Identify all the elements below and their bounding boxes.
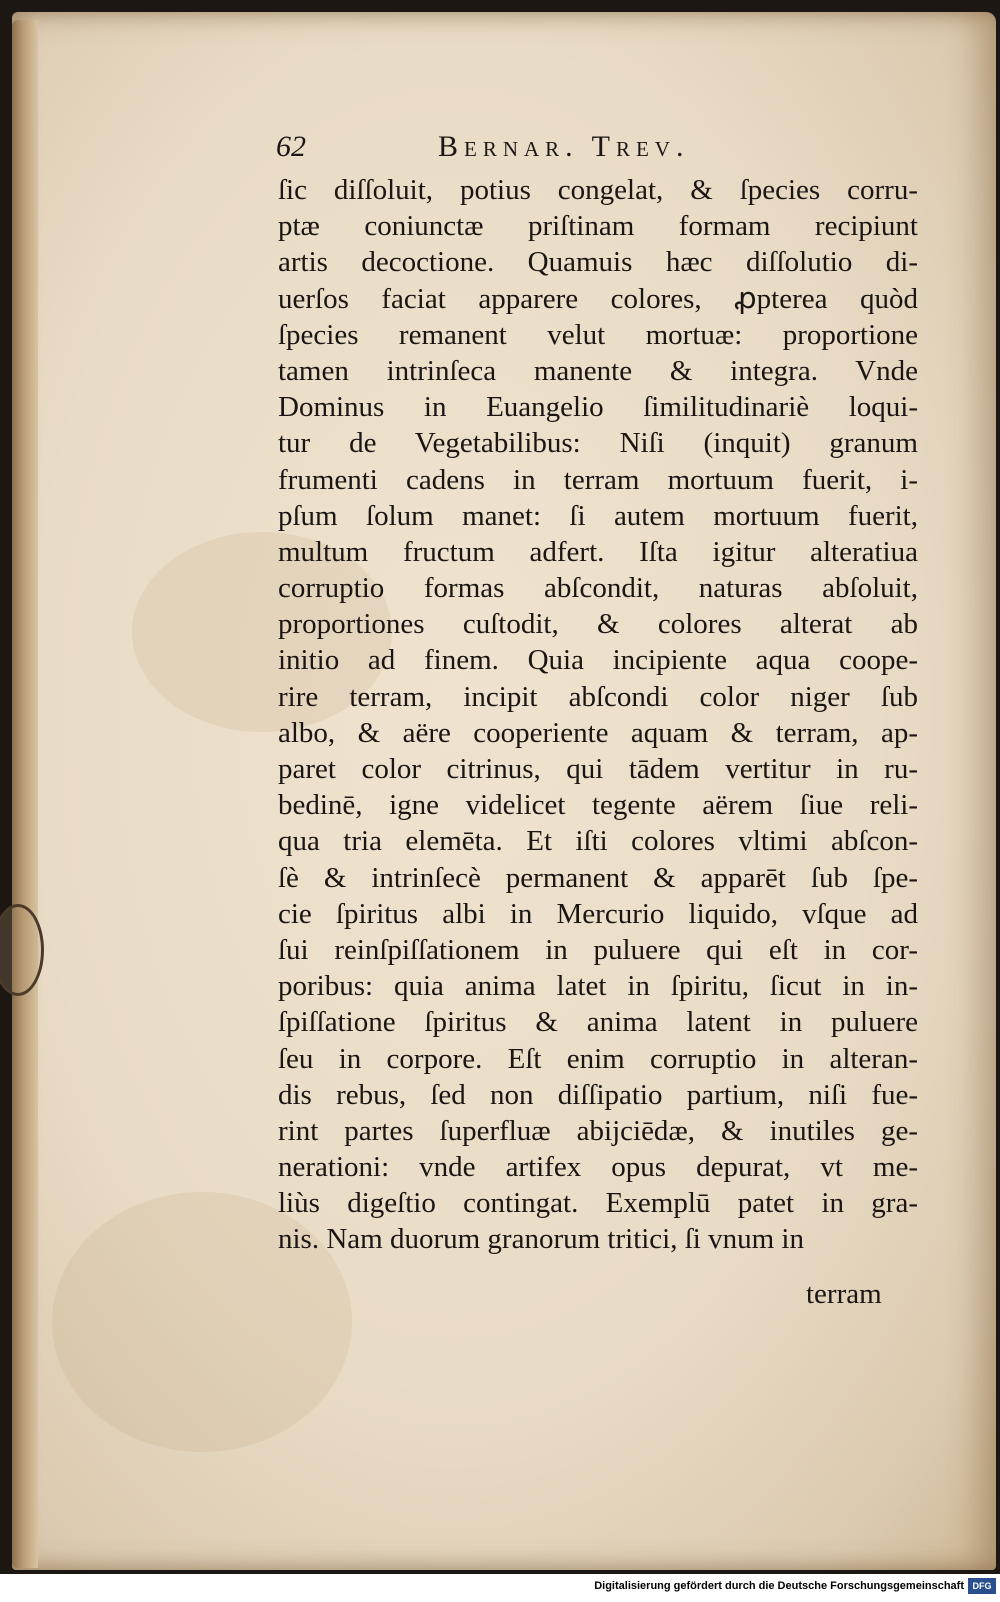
text-line: rint partes ſuperfluæ abijciēdæ, & inutiles ge-: [278, 1114, 918, 1147]
catchword: terram: [806, 1278, 882, 1310]
text-line: uerſos faciat apparere colores, ꝓpterea quòd: [278, 282, 918, 315]
text-line: tamen intrinſeca manente & integra. Vnde: [278, 354, 918, 387]
text-line: pſum ſolum manet: ſi autem mortuum fuerit,: [278, 499, 918, 532]
text-line: dis rebus, ſed non diſſipatio partium, niſi fue-: [278, 1078, 918, 1111]
page-header: [270, 130, 930, 170]
running-title: Bernar. Trev.: [438, 130, 690, 163]
footer-bar: [0, 1574, 1000, 1602]
text-line: proportiones cuſtodit, & colores alterat ab: [278, 608, 918, 641]
text-line: ſic diſſoluit, potius congelat, & ſpecies corru-: [278, 174, 918, 206]
text-line: ſè & intrinſecè permanent & apparēt ſub ſpe-: [278, 861, 918, 894]
text-line: frumenti cadens in terram mortuum fuerit, i-: [278, 463, 918, 496]
text-line: artis decoctione. Quamuis hæc diſſolutio di-: [278, 246, 918, 279]
text-line: nis. Nam duorum granorum tritici, ſi vnum in: [278, 1223, 804, 1256]
text-line: initio ad finem. Quia incipiente aqua coope-: [278, 644, 918, 677]
body-text: [278, 172, 918, 1258]
text-line: ſpiſſatione ſpiritus & anima latent in puluere: [278, 1006, 918, 1039]
text-line: Dominus in Euangelio ſimilitudinariè loqui-: [278, 391, 918, 424]
digitization-credit: Digitalisierung gefördert durch die Deutsche Forschungsgemeinschaft: [594, 1580, 964, 1592]
text-line: ſpecies remanent velut mortuæ: proportione: [278, 318, 918, 351]
text-line: nerationi: vnde artifex opus depurat, vt me-: [278, 1151, 918, 1184]
text-line: cie ſpiritus albi in Mercurio liquido, vſque ad: [278, 897, 918, 930]
text-line: albo, & aëre cooperiente aquam & terram, ap-: [278, 716, 918, 749]
text-line: corruptio formas abſcondit, naturas abſoluit,: [278, 572, 918, 605]
text-line: ſui reinſpiſſationem in puluere qui eſt in cor-: [278, 933, 918, 966]
text-line: poribus: quia anima latet in ſpiritu, ſicut in in-: [278, 970, 918, 1003]
text-line: liùs digeſtio contingat. Exemplū patet in gra-: [278, 1187, 918, 1220]
page-edge: [12, 20, 38, 1568]
text-line: ſeu in corpore. Eſt enim corruptio in alteran-: [278, 1042, 918, 1075]
text-line: ptæ coniunctæ priſtinam formam recipiunt: [278, 210, 918, 243]
text-line: qua tria elemēta. Et iſti colores vltimi abſcon-: [278, 825, 918, 858]
text-line: tur de Vegetabilibus: Niſi (inquit) granum: [278, 427, 918, 460]
page-number: 62: [276, 130, 306, 163]
text-line: rire terram, incipit abſcondi color niger ſub: [278, 680, 918, 713]
dfg-logo: DFG: [968, 1578, 996, 1594]
text-line: paret color citrinus, qui tādem vertitur in ru-: [278, 753, 918, 785]
text-line: bedinē, igne videlicet tegente aërem ſiue reli-: [278, 789, 918, 822]
text-line: multum fructum adfert. Iſta igitur alteratiua: [278, 535, 918, 568]
